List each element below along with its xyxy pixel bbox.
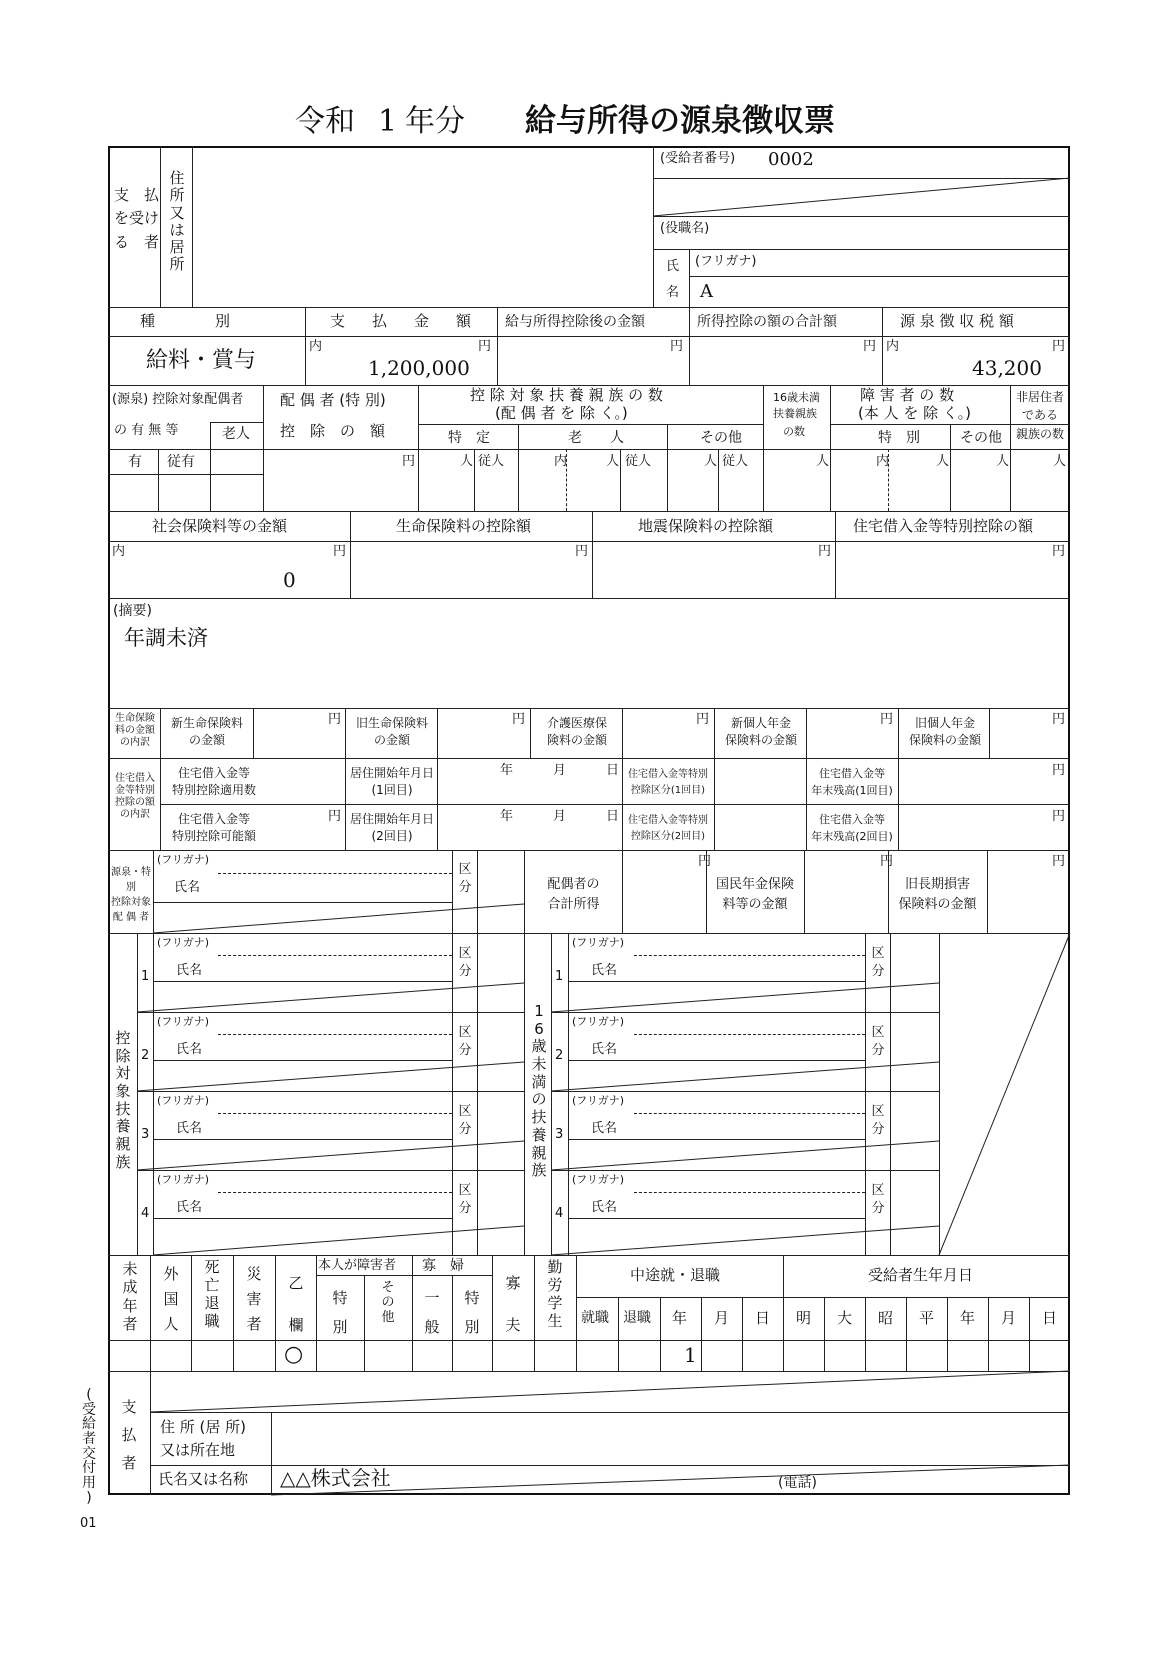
birth-label: 受給者生年月日 bbox=[868, 1266, 974, 1284]
taisho-label: 大 bbox=[837, 1309, 853, 1327]
furigana-label: (フリガナ) bbox=[572, 1094, 625, 1107]
yen-unit: 円 bbox=[328, 809, 342, 824]
spouse-header-1: (源泉) 控除対象配偶者 bbox=[112, 392, 244, 407]
midyear-year-value: 1 bbox=[684, 1343, 697, 1367]
col-after-deduction: 給与所得控除後の金額 bbox=[505, 314, 645, 330]
balance-2-label: 住宅借入金等 年末残高(2回目) bbox=[811, 813, 893, 843]
yen-unit: 円 bbox=[402, 454, 416, 469]
inner-label: 内 bbox=[876, 454, 890, 469]
spouse-section-label: 源泉・特別 控除対象 配 偶 者 bbox=[111, 867, 151, 923]
inner-label: 内 bbox=[112, 544, 126, 559]
otsu-label: 乙 欄 bbox=[288, 1274, 304, 1334]
payment-amount: 1,200,000 bbox=[368, 356, 470, 380]
strike-line bbox=[551, 983, 939, 1012]
inner-label: 内 bbox=[886, 339, 900, 354]
pension-label: 国民年金保険 料等の金額 bbox=[715, 877, 794, 913]
shimei-label: 氏名 bbox=[591, 963, 618, 978]
housing-loan-header: 住宅借入金等特別控除の額 bbox=[853, 517, 1034, 535]
shimei-label: 氏名 bbox=[176, 963, 203, 978]
kubun-label: 区 分 bbox=[458, 1025, 472, 1059]
social-insurance-value: 0 bbox=[283, 568, 296, 592]
row-number: 3 bbox=[141, 1127, 150, 1142]
strike-line bbox=[137, 1141, 524, 1170]
dependents-count-header-1: 控 除 対 象 扶 養 親 族 の 数 bbox=[470, 386, 663, 404]
spouse-yes: 有 bbox=[128, 454, 142, 470]
taishoku-label: 退職 bbox=[623, 1310, 651, 1326]
yen-unit: 円 bbox=[818, 544, 832, 559]
life-insurance-header: 生命保険料の控除額 bbox=[396, 517, 532, 535]
remarks-text: 年調未済 bbox=[124, 626, 208, 650]
applicable-count-label: 住宅借入金等 特別控除適用数 bbox=[171, 766, 256, 798]
widow-label: 寡 婦 bbox=[422, 1258, 464, 1274]
spouse-income-label: 配偶者の 合計所得 bbox=[547, 877, 600, 913]
showa-label: 昭 bbox=[878, 1309, 894, 1327]
strike-line bbox=[551, 1226, 939, 1255]
special-spouse-header-2: 控 除 の 額 bbox=[280, 422, 386, 440]
kubun-label: 区 分 bbox=[871, 1183, 885, 1217]
new-life-label: 新生命保険料 の金額 bbox=[170, 716, 243, 748]
yen-unit: 円 bbox=[1052, 544, 1066, 559]
payer-label: 支 払 者 bbox=[121, 1398, 137, 1472]
inner-label: 内 bbox=[554, 454, 568, 469]
recipient-name: A bbox=[700, 281, 713, 302]
disabled-header-1: 障 害 者 の 数 bbox=[860, 386, 955, 404]
title-year: 1 bbox=[378, 104, 398, 139]
meiji-label: 明 bbox=[796, 1309, 812, 1327]
month-label: 月 bbox=[1001, 1309, 1017, 1327]
nonresident-header-1: 非居住者 bbox=[1016, 390, 1065, 404]
new-pension-label: 新個人年金 保険料の金額 bbox=[724, 716, 797, 748]
remarks-label: (摘要) bbox=[113, 603, 152, 619]
position-label: (役職名) bbox=[660, 221, 710, 236]
inner-label: 内 bbox=[309, 339, 323, 354]
kubun-label: 区 分 bbox=[871, 946, 885, 980]
person-unit: 人 bbox=[1053, 454, 1067, 469]
strike-line bbox=[653, 178, 1070, 216]
yen-unit: 円 bbox=[698, 854, 712, 869]
year-unit: 年 bbox=[500, 763, 514, 778]
under16-header-3: の数 bbox=[783, 425, 805, 438]
row-number: 1 bbox=[141, 969, 150, 984]
yen-unit: 円 bbox=[880, 854, 894, 869]
strike-line bbox=[153, 904, 524, 933]
yen-unit: 円 bbox=[880, 712, 894, 727]
copy-label: ( 受 給 者 交 付 用 ) bbox=[82, 1387, 96, 1506]
furigana-label: (フリガナ) bbox=[157, 1015, 210, 1028]
yen-unit: 円 bbox=[1052, 339, 1066, 354]
old-life-label: 旧生命保険料 の金額 bbox=[355, 716, 428, 748]
tokubetsu-label: 特 別 bbox=[878, 430, 920, 446]
dependents-count-header-2: (配 偶 者 を 除 く。) bbox=[495, 404, 628, 422]
kubun-label: 区 分 bbox=[871, 1025, 885, 1059]
col-type: 種 別 bbox=[140, 312, 231, 330]
yen-unit: 円 bbox=[478, 339, 492, 354]
spouse-juu: 従有 bbox=[167, 454, 195, 470]
yen-unit: 円 bbox=[670, 339, 684, 354]
payer-name-label: 氏名又は名称 bbox=[158, 1470, 249, 1488]
shimei-label: 氏名 bbox=[176, 1121, 203, 1136]
spouse-header-2: の 有 無 等 bbox=[114, 423, 179, 438]
furigana-label: (フリガナ) bbox=[157, 1094, 210, 1107]
yen-unit: 円 bbox=[1052, 854, 1066, 869]
yen-unit: 円 bbox=[328, 712, 342, 727]
shimei-label: 氏名 bbox=[591, 1042, 618, 1057]
elderly-label: 老人 bbox=[222, 426, 250, 442]
income-type: 給料・賞与 bbox=[146, 348, 257, 373]
social-insurance-header: 社会保険料等の金額 bbox=[152, 517, 288, 535]
title-era: 令和 bbox=[295, 104, 355, 139]
old-longterm-label: 旧長期損害 保険料の金額 bbox=[898, 877, 977, 913]
juunin-unit: 従人 bbox=[625, 454, 652, 469]
minor-label: 未 成 年 者 bbox=[122, 1260, 138, 1333]
furigana-label: (フリガナ) bbox=[572, 1015, 625, 1028]
month-unit: 月 bbox=[553, 763, 567, 778]
day-label: 日 bbox=[755, 1309, 771, 1327]
strike-line bbox=[551, 1141, 939, 1170]
furigana-label: (フリガナ) bbox=[157, 936, 210, 949]
page-title: 給与所得の源泉徴収票 bbox=[525, 103, 835, 139]
month-label: 月 bbox=[714, 1309, 730, 1327]
juunin-unit: 従人 bbox=[478, 454, 505, 469]
year-label: 年 bbox=[672, 1309, 688, 1327]
shimei-label: 氏名 bbox=[176, 1200, 203, 1215]
phone-label: (電話) bbox=[778, 1475, 817, 1491]
day-label: 日 bbox=[1042, 1309, 1058, 1327]
strike-line bbox=[153, 1226, 524, 1255]
recipient-number-label: (受給者番号) bbox=[660, 151, 736, 166]
old-pension-label: 旧個人年金 保険料の金額 bbox=[908, 716, 981, 748]
juunin-unit: 従人 bbox=[722, 454, 749, 469]
kubun-label: 区 分 bbox=[458, 1104, 472, 1138]
otsu-mark: ○ bbox=[284, 1342, 304, 1367]
midyear-label: 中途就・退職 bbox=[630, 1266, 721, 1284]
shimei-label: 氏名 bbox=[591, 1200, 618, 1215]
col-tax: 源 泉 徴 収 税 額 bbox=[900, 312, 1014, 330]
kubun-label: 区 分 bbox=[458, 1183, 472, 1217]
shimei-label: 氏名 bbox=[591, 1121, 618, 1136]
dependents-right-label: 1 6 歳 未 満 の 扶 養 親 族 bbox=[531, 1002, 547, 1180]
day-unit: 日 bbox=[606, 763, 620, 778]
self-disabled-label: 本人が障害者 bbox=[318, 1258, 397, 1273]
col-payment: 支 払 金 額 bbox=[330, 312, 478, 330]
strike-line bbox=[271, 1465, 1070, 1495]
yen-unit: 円 bbox=[696, 712, 710, 727]
nonresident-header-3: 親族の数 bbox=[1016, 427, 1065, 441]
yen-unit: 円 bbox=[863, 339, 877, 354]
row-number: 2 bbox=[555, 1048, 564, 1063]
address-label: 住 所 又 は 居 所 bbox=[169, 169, 185, 274]
general-label: 一 般 bbox=[424, 1289, 440, 1336]
balance-1-label: 住宅借入金等 年末残高(1回目) bbox=[811, 767, 893, 797]
nonresident-header-2: である bbox=[1022, 408, 1059, 422]
shushoku-label: 就職 bbox=[581, 1310, 609, 1326]
row-number: 4 bbox=[141, 1206, 150, 1221]
strike-line bbox=[150, 1371, 1070, 1412]
special-spouse-header-1: 配 偶 者 (特 別) bbox=[280, 391, 386, 409]
kubun-label: 区 分 bbox=[458, 862, 472, 896]
deceased-label: 死 亡 退 職 bbox=[204, 1258, 220, 1330]
person-unit: 人 bbox=[606, 454, 620, 469]
furigana-label: (フリガナ) bbox=[572, 936, 625, 949]
furigana-label: (フリガナ) bbox=[572, 1173, 625, 1186]
strike-line bbox=[137, 1062, 524, 1091]
tokutei-label: 特 定 bbox=[448, 430, 490, 446]
sonota-label: その他 bbox=[960, 430, 1002, 446]
form-number: 01 bbox=[80, 1516, 97, 1531]
strike-line bbox=[551, 1062, 939, 1091]
care-medical-label: 介護医療保 険料の金額 bbox=[546, 716, 607, 748]
yen-unit: 円 bbox=[1052, 712, 1066, 727]
sonota-label: その他 bbox=[700, 430, 742, 446]
furigana-label: (フリガナ) bbox=[157, 1173, 210, 1186]
heisei-label: 平 bbox=[919, 1309, 935, 1327]
person-unit: 人 bbox=[936, 454, 950, 469]
strike-line bbox=[137, 983, 524, 1012]
under16-header-1: 16歳未満 bbox=[773, 391, 820, 404]
furigana-label: (フリガナ) bbox=[695, 254, 757, 269]
foreign-label: 外 国 人 bbox=[163, 1265, 179, 1333]
shimei-label: 氏名 bbox=[176, 1042, 203, 1057]
roujin-label: 老 人 bbox=[568, 430, 624, 446]
col-deduction-total: 所得控除の額の合計額 bbox=[697, 314, 837, 330]
earthquake-insurance-header: 地震保険料の控除額 bbox=[638, 517, 774, 535]
disaster-label: 災 害 者 bbox=[246, 1265, 262, 1333]
person-unit: 人 bbox=[996, 454, 1010, 469]
strike-line bbox=[939, 933, 1070, 1255]
kubun-label: 区 分 bbox=[871, 1104, 885, 1138]
title-suffix: 年分 bbox=[405, 104, 465, 139]
housing-detail-label: 住宅借入 金等特別 控除の額 の内訳 bbox=[115, 773, 155, 820]
widower-label: 寡 夫 bbox=[505, 1274, 521, 1334]
day-unit: 日 bbox=[606, 809, 620, 824]
recipient-number: 0002 bbox=[768, 149, 814, 170]
start-date-1-label: 居住開始年月日 (1回目) bbox=[349, 766, 434, 798]
special2-label: 特 別 bbox=[464, 1289, 480, 1336]
year-unit: 年 bbox=[500, 809, 514, 824]
under16-header-2: 扶養親族 bbox=[773, 407, 817, 420]
person-unit: 人 bbox=[460, 454, 474, 469]
shimei-label: 氏名 bbox=[174, 880, 201, 895]
year-label: 年 bbox=[960, 1309, 976, 1327]
row-number: 4 bbox=[555, 1206, 564, 1221]
payer-address-label-1: 住 所 (居 所) bbox=[160, 1418, 247, 1436]
furigana-label: (フリガナ) bbox=[157, 853, 210, 866]
yen-unit: 円 bbox=[333, 544, 347, 559]
life-detail-label: 生命保険 料の金額 の内訳 bbox=[115, 713, 155, 748]
category-2-label: 住宅借入金等特別 控除区分(2回目) bbox=[628, 815, 708, 842]
possible-amount-label: 住宅借入金等 特別控除可能額 bbox=[171, 812, 256, 844]
name-label-2: 名 bbox=[666, 285, 680, 300]
yen-unit: 円 bbox=[512, 712, 526, 727]
tax-amount: 43,200 bbox=[972, 356, 1042, 380]
kubun-label: 区 分 bbox=[458, 946, 472, 980]
row-number: 1 bbox=[555, 969, 564, 984]
disabled-header-2: (本 人 を 除 く。) bbox=[858, 404, 971, 422]
yen-unit: 円 bbox=[1052, 763, 1066, 778]
yen-unit: 円 bbox=[575, 544, 589, 559]
person-unit: 人 bbox=[816, 454, 830, 469]
person-unit: 人 bbox=[704, 454, 718, 469]
row-number: 2 bbox=[141, 1048, 150, 1063]
payer-name: △△株式会社 bbox=[280, 1466, 391, 1490]
special-label: 特 別 bbox=[332, 1289, 348, 1336]
yen-unit: 円 bbox=[1052, 809, 1066, 824]
name-label-1: 氏 bbox=[666, 259, 680, 274]
start-date-2-label: 居住開始年月日 (2回目) bbox=[349, 812, 434, 844]
payer-address-label-2: 又は所在地 bbox=[160, 1441, 236, 1459]
dependents-left-label: 控 除 対 象 扶 養 親 族 bbox=[115, 1029, 131, 1171]
month-unit: 月 bbox=[553, 809, 567, 824]
payee-label: 支 払 を受け る 者 bbox=[114, 186, 160, 251]
category-1-label: 住宅借入金等特別 控除区分(1回目) bbox=[628, 769, 708, 796]
other-label: そ の 他 bbox=[381, 1280, 395, 1325]
working-student-label: 勤 労 学 生 bbox=[547, 1258, 563, 1330]
row-number: 3 bbox=[555, 1127, 564, 1142]
